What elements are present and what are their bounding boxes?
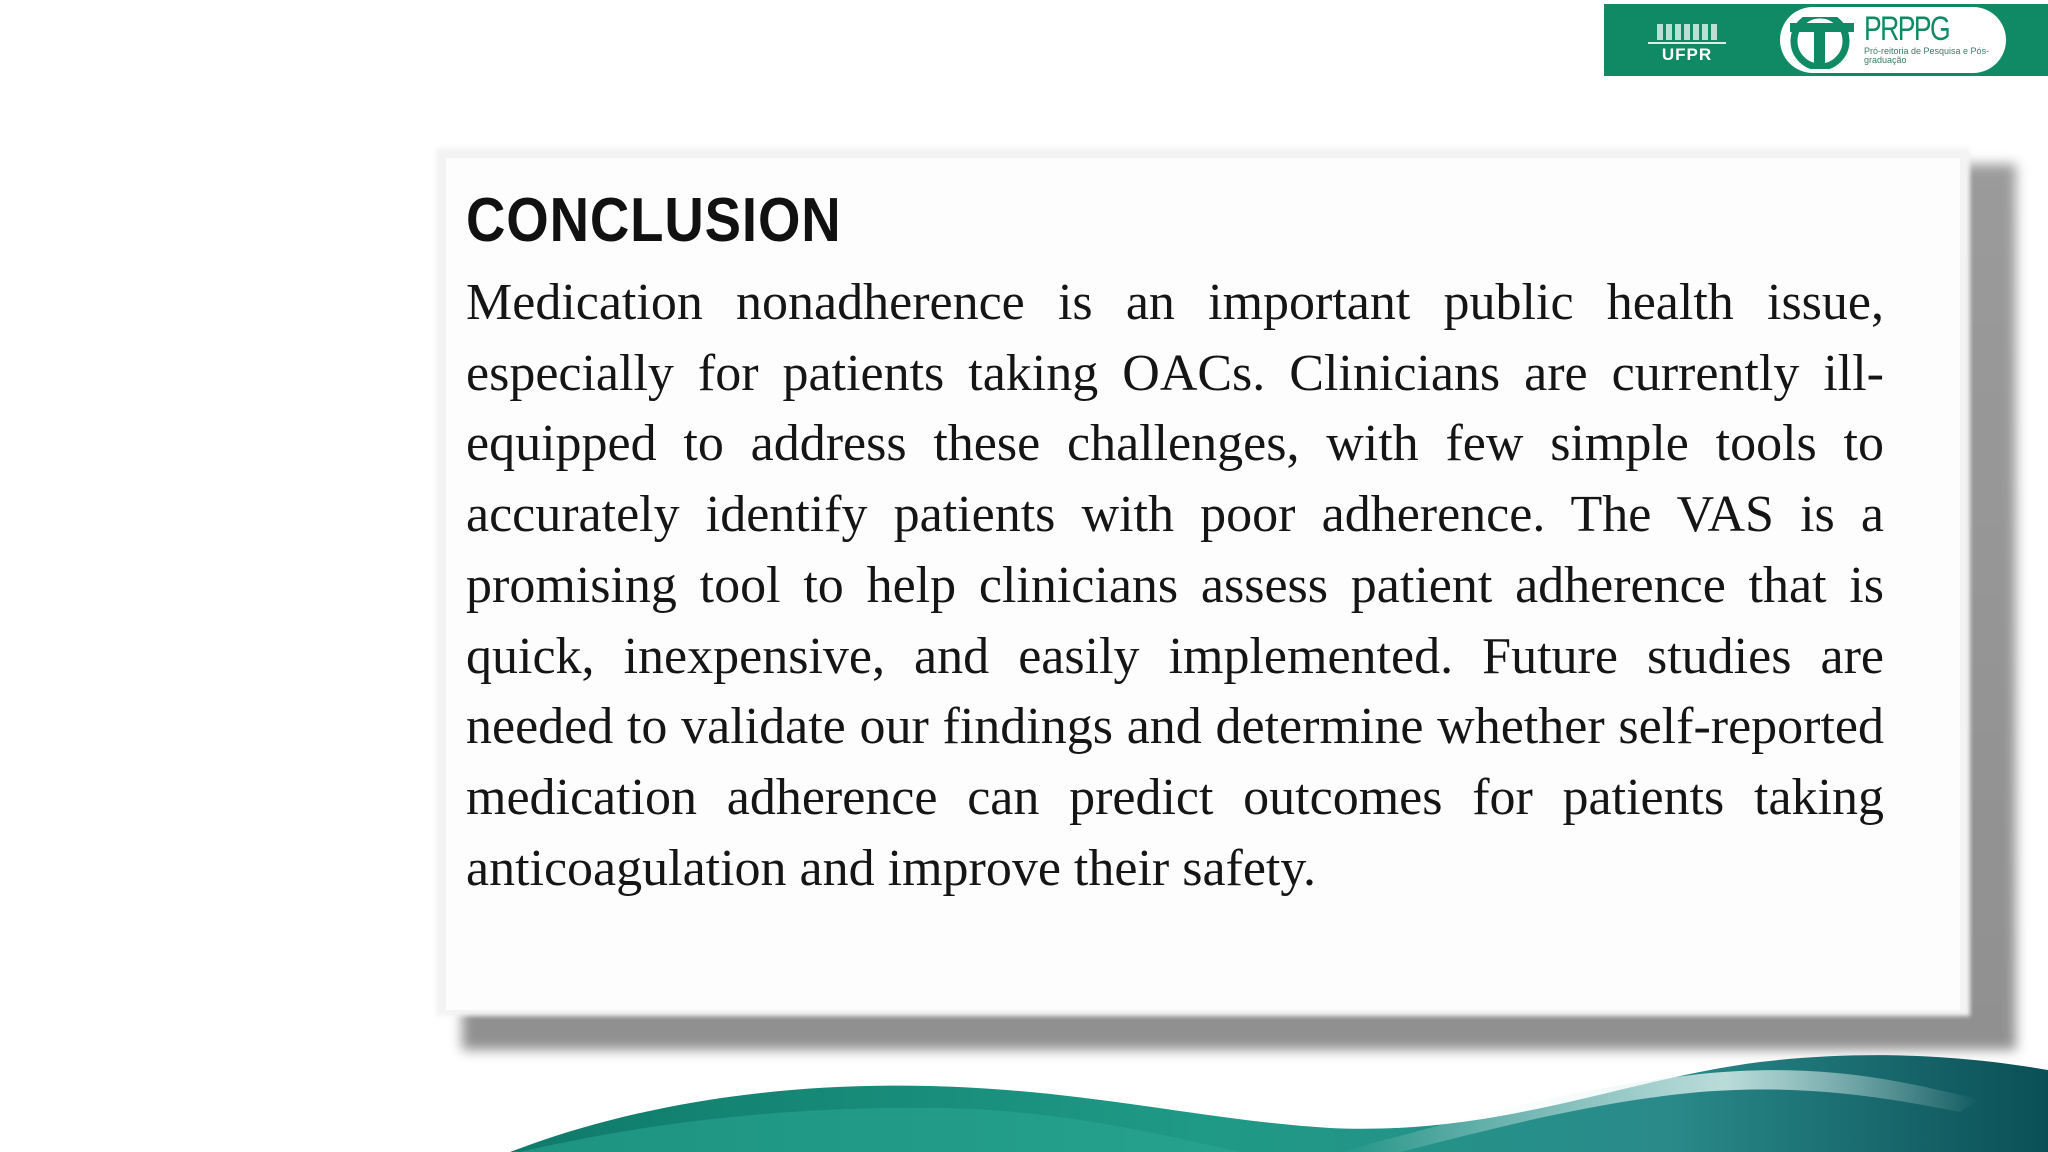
ufpr-logo-text: UFPR [1661,45,1713,64]
prppg-mark-icon [1786,11,1858,69]
logo-bar [1604,4,2048,76]
decorative-wave [0,1040,2048,1152]
conclusion-paragraph: Medication nonadherence is an important public health issue, especially for patients taking OACs. Clinicians are currently ill-equipped to address these challenges, with few simple tools to accurately identify patients with poor adherence. The VAS is a promising tool to help clinicians assess patient adherence that is quick, inexpensive, and easily implemented. Future studies are needed to validate our findings and determine whether self-reported medication adherence can predict outcomes for patients taking anticoagulation and improve their safety. [466,274,1884,897]
prppg-logo [1780,7,2006,73]
prppg-logo-text: PRPPG [1864,10,1950,48]
prppg-logo-subtitle: Pró-reitoria de Pesquisa e Pós-graduação [1864,46,1990,65]
conclusion-heading: CONCLUSION [466,186,842,255]
ufpr-columns-icon [1648,24,1726,44]
ufpr-logo [1648,24,1726,64]
